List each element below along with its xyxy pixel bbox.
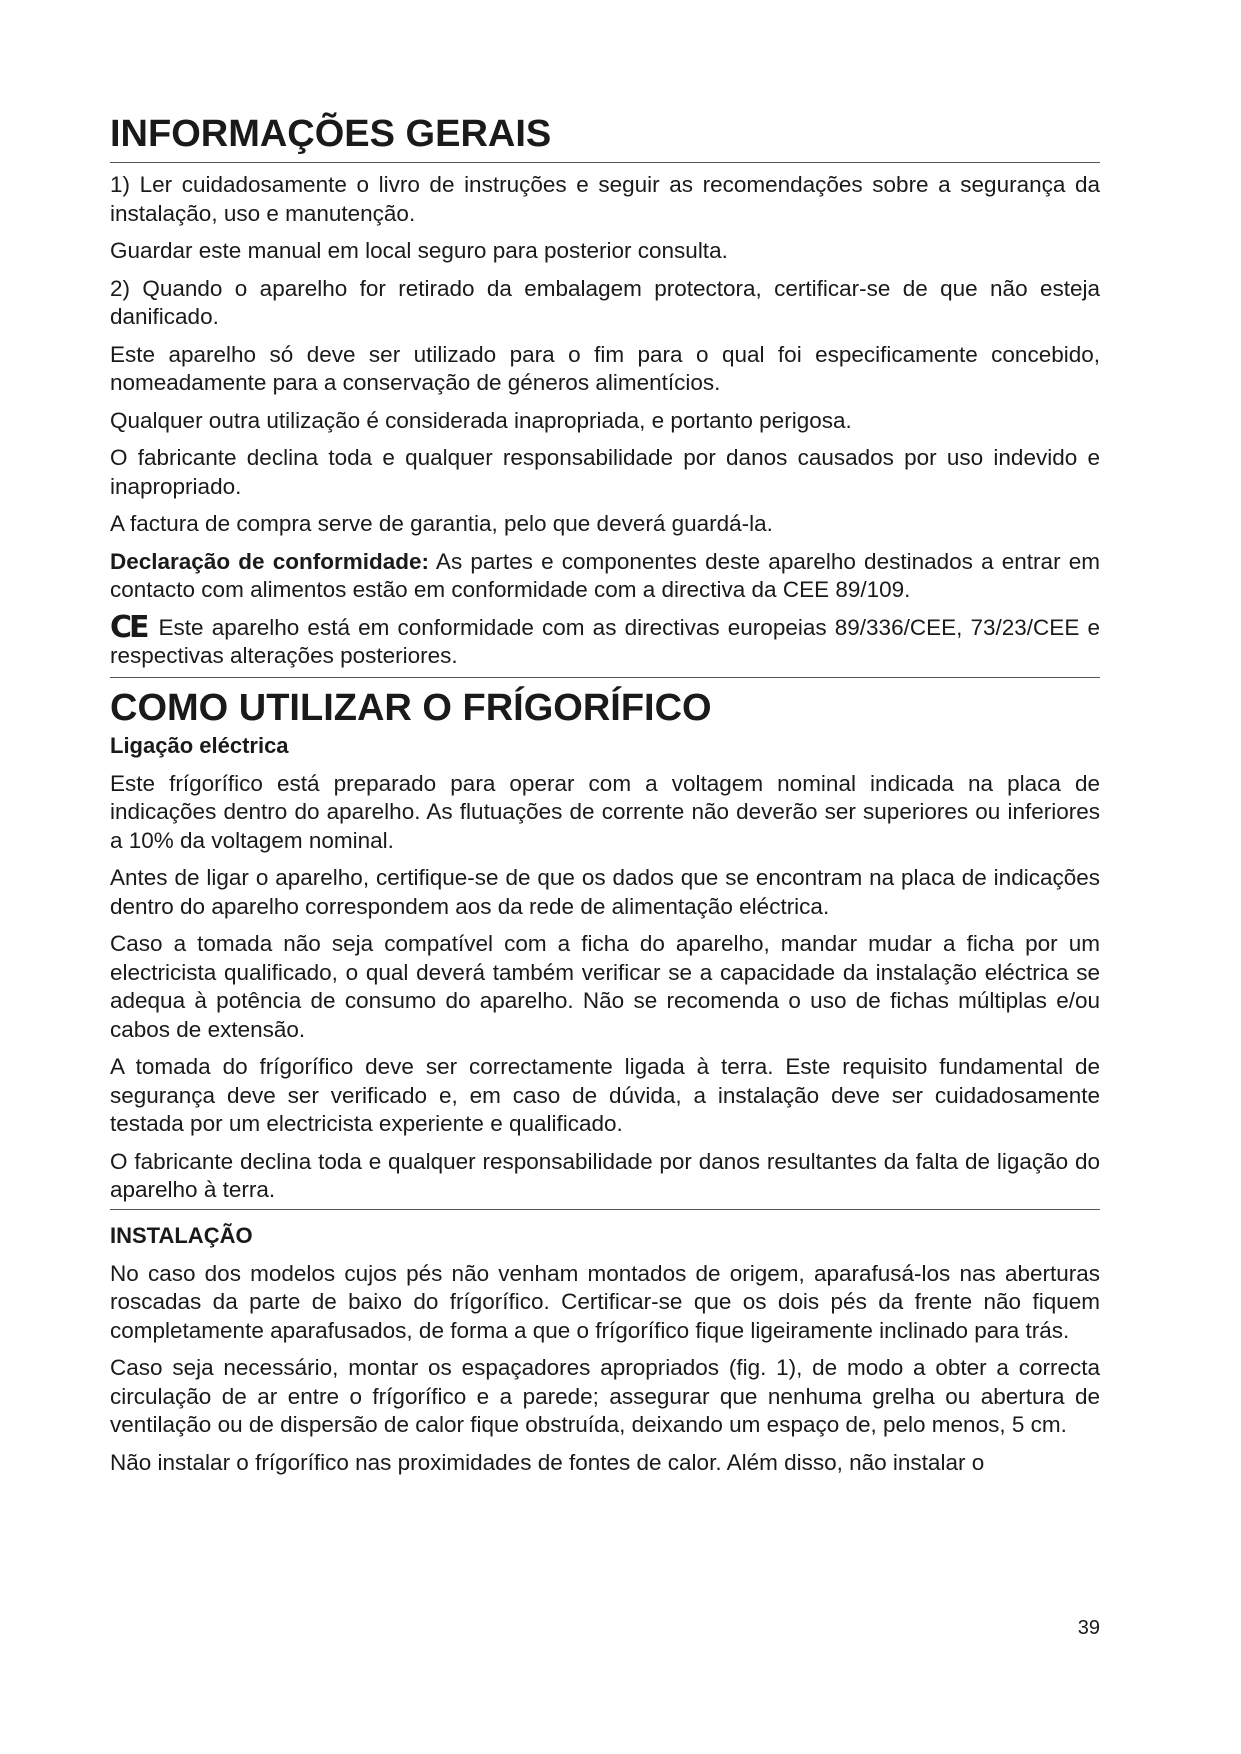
section-divider bbox=[110, 677, 1100, 678]
section-divider bbox=[110, 1209, 1100, 1210]
paragraph: Qualquer outra utilização é considerada inapropriada, e portanto perigosa. bbox=[110, 407, 852, 433]
section-title-how-to-use: COMO UTILIZAR O FRÍGORÍFICO bbox=[110, 686, 712, 729]
paragraph: Antes de ligar o aparelho, certifique-se de que os dados que se encontram na placa de indicações dentro do aparelho correspondem aos da rede de alimentação eléctrica. bbox=[110, 865, 1100, 919]
paragraph: 1) Ler cuidadosamente o livro de instruções e seguir as recomendações sobre a segurança da instalação, uso e manutenção. bbox=[110, 172, 1100, 226]
general-info-body bbox=[110, 171, 1100, 671]
paragraph: Este frígorífico está preparado para operar com a voltagem nominal indicada na placa de indicações dentro do aparelho. As flutuações de corrente não deverão ser superiores ou inferiores a 10% da voltagem nominal. bbox=[110, 770, 1100, 853]
paragraph: A factura de compra serve de garantia, pelo que deverá guardá-la. bbox=[110, 511, 773, 536]
declaration-label: Declaração de conformidade: bbox=[110, 548, 429, 574]
subheading-electrical-connection: Ligação eléctrica bbox=[110, 732, 289, 758]
ce-mark-icon: CE bbox=[110, 609, 147, 645]
declaration-text: As partes e componentes deste aparelho destinados a entrar em contacto com alimentos estão em conformidade com a directiva da CEE 89/109. bbox=[110, 548, 1101, 602]
ce-text: Este aparelho está em conformidade com as directivas europeias 89/336/CEE, 73/23/CEE e respectivas alterações posteriores. bbox=[110, 614, 1100, 668]
paragraph: Caso seja necessário, montar os espaçadores apropriados (fig. 1), de modo a obter a correcta circulação de ar entre o frígorífico e a parede; assegurar que nenhuma grelha ou abertura de ventilação ou de dispersão de calor fique obstruída, deixando um espaço de, pelo menos, 5 cm. bbox=[110, 1355, 1100, 1437]
subheading-installation: INSTALAÇÃO bbox=[110, 1222, 253, 1248]
paragraph: Não instalar o frígorífico nas proximidades de fontes de calor. Além disso, não instalar o bbox=[110, 1449, 985, 1475]
paragraph: Caso a tomada não seja compatível com a ficha do aparelho, mandar mudar a ficha por um electricista qualificado, o qual deverá também verificar se a capacidade da instalação eléctrica se adequa à potência de consumo do aparelho. Não se recomenda o uso de fichas múltiplas e/ou cabos de extensão. bbox=[110, 931, 1100, 1042]
paragraph: Este aparelho só deve ser utilizado para o fim para o qual foi especificamente concebido, nomeadamente para a conservação de géneros alimentícios. bbox=[110, 341, 1100, 395]
declaration-paragraph bbox=[110, 548, 1100, 605]
page-number: 39 bbox=[1077, 1617, 1100, 1639]
paragraph: No caso dos modelos cujos pés não venham montados de origem, aparafusá-los nas aberturas roscadas da parte de baixo do frígorífico. Certificar-se que os dois pés da frente não fiquem completamente aparafusados, de forma a que o frígorífico fique ligeiramente inclinado para trás. bbox=[110, 1260, 1100, 1343]
paragraph: O fabricante declina toda e qualquer responsabilidade por danos causados por uso indevido e inapropriado. bbox=[110, 445, 1100, 499]
section-title-general-info: INFORMAÇÕES GERAIS bbox=[110, 112, 1100, 163]
paragraph: 2) Quando o aparelho for retirado da embalagem protectora, certificar-se de que não esteja danificado. bbox=[110, 275, 1100, 329]
document-page bbox=[110, 112, 1100, 1486]
paragraph: Guardar este manual em local seguro para posterior consulta. bbox=[110, 238, 728, 263]
paragraph: O fabricante declina toda e qualquer responsabilidade por danos resultantes da falta de ligação do aparelho à terra. bbox=[110, 1148, 1100, 1202]
paragraph: A tomada do frígorífico deve ser correctamente ligada à terra. Este requisito fundamental de segurança deve ser verificado e, em caso de dúvida, a instalação deve ser cuidadosamente testada por um electricista experiente e qualificado. bbox=[110, 1054, 1100, 1136]
ce-paragraph bbox=[110, 609, 1100, 671]
